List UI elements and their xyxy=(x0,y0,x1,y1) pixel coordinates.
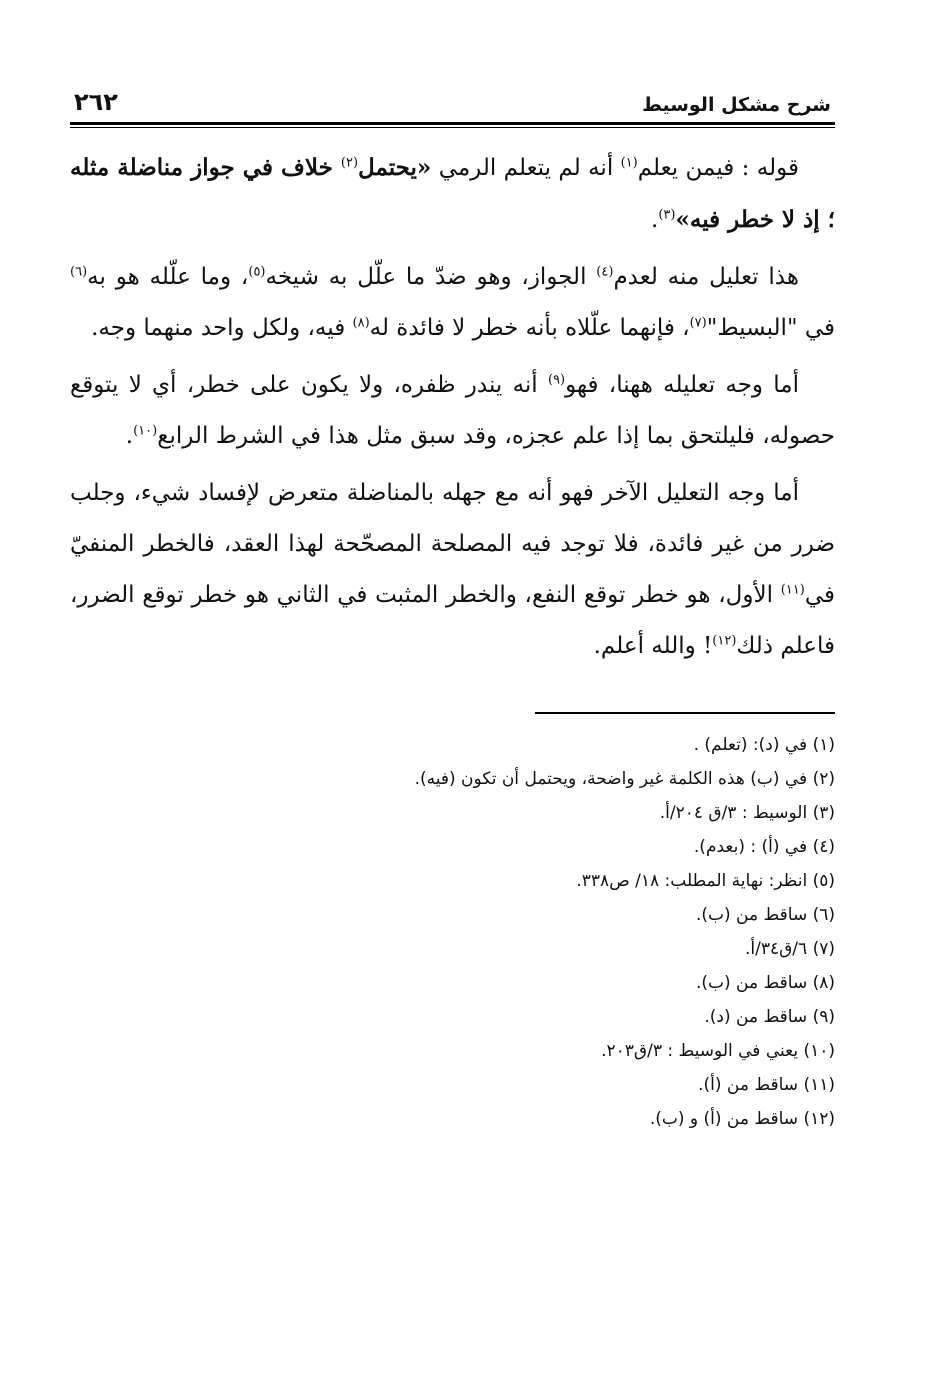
footnote-ref: (١) xyxy=(620,155,638,171)
footnote-ref: (١٠) xyxy=(133,423,158,439)
text-run: هذا تعليل منه لعدم xyxy=(613,264,799,290)
text-run: أما وجه تعليله ههنا، فهو xyxy=(565,372,799,398)
text-run: في "البسيط" xyxy=(706,315,835,341)
paragraph-4 xyxy=(70,468,835,672)
running-title: شرح مشكل الوسيط xyxy=(642,94,831,116)
text-run: الجواز، وهو ضدّ ما علّل به شيخه xyxy=(265,264,597,290)
text-run: . xyxy=(125,423,134,449)
footnote: (٢) في (ب) هذه الكلمة غير واضحة، ويحتمل أن تكون (فيه). xyxy=(414,769,835,789)
footnote: (٨) ساقط من (ب). xyxy=(695,973,835,993)
footnote-rule xyxy=(535,712,835,714)
paragraph-3 xyxy=(70,360,835,462)
page-header xyxy=(70,78,835,116)
text-run: ، فإنهما علّلاه بأنه خطر لا فائدة له xyxy=(369,315,690,341)
footnote: (١) في (د): (تعلم) . xyxy=(693,735,835,755)
footnote-ref: (٨) xyxy=(352,315,370,331)
text-run: قوله : فيمن يعلم xyxy=(637,155,799,181)
text-run: فيه، ولكل واحد منهما وجه. xyxy=(91,315,353,341)
footnote-ref: (١١) xyxy=(780,582,805,598)
footnote: (١٢) ساقط من (أ) و (ب). xyxy=(649,1109,835,1129)
footnote-ref: (٣) xyxy=(658,207,676,223)
footnote-ref: (٦) xyxy=(70,264,88,280)
footnote: (١١) ساقط من (أ). xyxy=(698,1075,835,1095)
paragraph-1 xyxy=(70,142,835,246)
text-run: الأول، هو خطر توقع النفع، والخطر المثبت في الثاني هو خطر توقع الضرر، فاعلم ذلك xyxy=(70,582,835,659)
footnote: (١٠) يعني في الوسيط : ٣/ق٢٠٣. xyxy=(601,1041,835,1061)
text-run: ! والله أعلم. xyxy=(593,633,713,659)
paragraph-2 xyxy=(70,252,835,354)
footnote: (٣) الوسيط : ٣/ق ٢٠٤/أ. xyxy=(659,803,835,823)
footnote-ref: (٢) xyxy=(340,155,359,171)
text-run: أنه يندر ظفره، ولا يكون على خطر، أي لا يتوقع حصوله، فليلتحق بما إذا علم عجزه، وقد سبق مثل هذا في الشرط الرابع xyxy=(70,372,835,449)
text-run: أما وجه التعليل الآخر فهو أنه مع جهله بالمناضلة متعرض لإفساد شيء، وجلب ضرر من غير فائدة، فلا توجد فيه المصلحة المصحّحة لهذا العقد، فالخطر المنفيّ في xyxy=(70,480,835,608)
footnote-ref: (٤) xyxy=(596,264,614,280)
book-page xyxy=(70,78,835,1136)
footnote: (٦) ساقط من (ب). xyxy=(695,905,835,925)
body-text xyxy=(70,142,835,672)
footnote: (٩) ساقط من (د). xyxy=(704,1007,835,1027)
footnote-ref: (٥) xyxy=(248,264,266,280)
text-run: . xyxy=(651,207,659,233)
text-run: ، وما علّله هو به xyxy=(87,264,249,290)
page-number: ٢٦٢ xyxy=(74,88,118,116)
footnote: (٧) ٦/ق٣٤/أ. xyxy=(744,939,835,959)
footnote-ref: (١٢) xyxy=(712,633,737,649)
quoted-text: «يحتمل xyxy=(358,154,432,181)
quoted-text: خلاف في جواز مناضلة مثله ؛ إذ لا خطر فيه» xyxy=(70,154,835,233)
header-rule-thin xyxy=(70,127,835,128)
header-rule xyxy=(70,122,835,125)
footnote-ref: (٩) xyxy=(547,372,566,388)
footnotes xyxy=(70,728,835,1136)
footnote: (٤) في (أ) : (بعدم). xyxy=(693,837,835,857)
footnote-ref: (٧) xyxy=(689,315,707,331)
text-run: أنه لم يتعلم الرمي xyxy=(431,155,621,181)
footnote: (٥) انظر: نهاية المطلب: ١٨/ ص٣٣٨. xyxy=(576,871,835,891)
